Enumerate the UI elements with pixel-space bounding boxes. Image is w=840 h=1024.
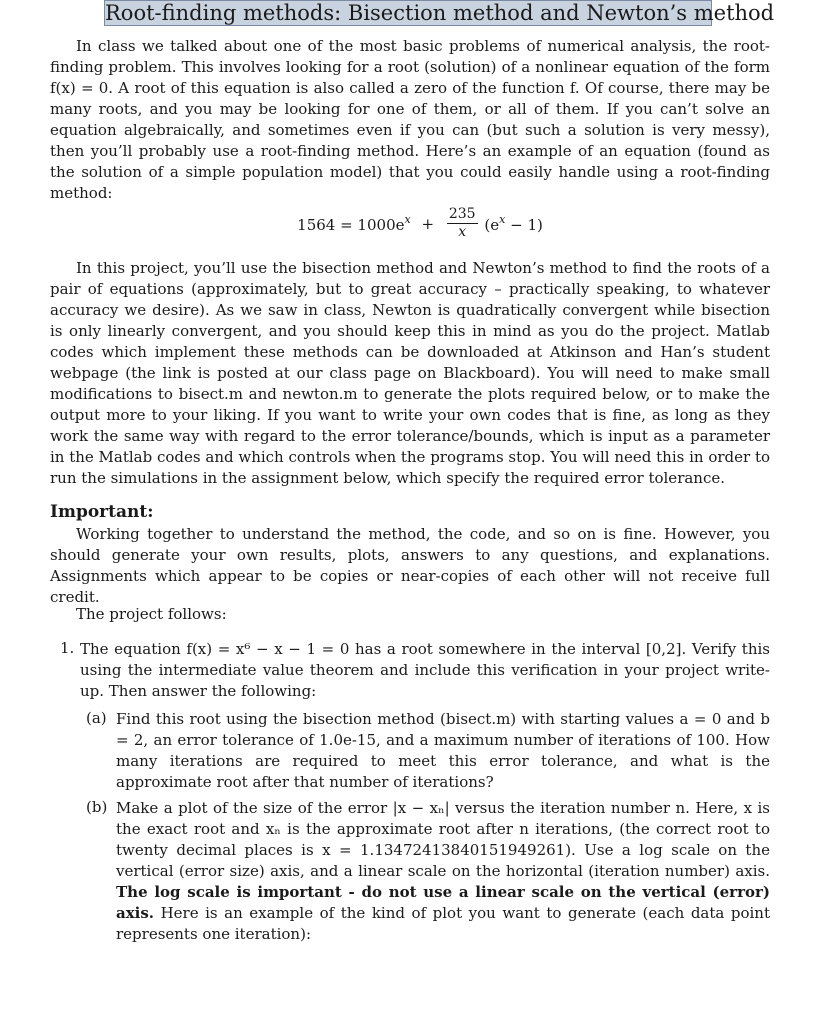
important-paragraph: Working together to understand the method, the code, and so on is fine. However, you should generate your own results, plots, answers to any questions, and explanations. Assignments which appear to be copies or near-copies of each other will not receive full credit. (50, 525, 770, 606)
equation-tail: $(e^x - 1)$ (484, 213, 543, 234)
important-heading: Important: (50, 502, 154, 522)
population-equation (0, 206, 840, 246)
project-follows: The project follows: (76, 605, 227, 623)
question-a-label: (a) (86, 709, 107, 727)
project-paragraph: In this project, you’ll use the bisection method and Newton’s method to find the roots of a pair of equations (approximately, but to great accuracy – practically speaking, to whatever accuracy we desire). As we saw in class, Newton is quadratically convergent while bisection is only linearly convergent, and you should keep this in mind as you do the project. Matlab codes which implement these methods can be downloaded at Atkinson and Han’s student webpage (the link is posted at our class page on Blackboard). You will need to make small modifications to bisect.m and newton.m to generate the plots required below, or to make the output more to your liking. If you want to write your own codes that is fine, as long as they work the same way with regard to the error tolerance/bounds, which is input as a parameter in the Matlab codes and which controls when the programs stop. You will need this in order to run the simulations in the assignment below, which specify the required error tolerance. (50, 259, 770, 487)
page-title: Root-finding methods: Bisection method and Newton’s method (105, 1, 775, 25)
equation-plus: + (421, 214, 435, 233)
equation-fraction (447, 206, 478, 241)
fraction-denominator: x (458, 224, 467, 240)
equation-lhs: $1564 = 1000e^x$ (297, 213, 411, 234)
question-b-post: Here is an example of the kind of plot you want to generate (each data point represents one iteration): (116, 904, 770, 943)
question-1-text: The equation f(x) = x⁶ − x − 1 = 0 has a root somewhere in the interval [0,2]. Verify this using the intermediate value theorem and include this verification in your project write-up. Then answer the following: (80, 640, 770, 700)
question-a-text: Find this root using the bisection method (bisect.m) with starting values a = 0 and b = 2, an error tolerance of 1.0e-15, and a maximum number of iterations of 100. How many iterations are required to meet this error tolerance, and what is the approximate root after that number of iterations? (116, 710, 770, 791)
question-b-pre: Make a plot of the size of the error |x − xₙ| versus the iteration number n. Here, x is the exact root and xₙ is the approximate root after n iterations, (the correct root to twenty decimal places is x = 1.13472413840151949261). Use a log scale on the vertical (error size) axis, and a linear scale on the horizontal (iteration number) axis. (116, 799, 770, 880)
intro-paragraph: In class we talked about one of the most basic problems of numerical analysis, the root-finding problem. This involves looking for a root (solution) of a nonlinear equation of the form f(x) = 0. A root of this equation is also called a zero of the function f. Of course, there may be many roots, and you may be looking for one of them, or all of them. If you can’t solve an equation algebraically, and sometimes even if you can (but such a solution is very messy), then you’ll probably use a root-finding method. Here’s an example of an equation (found as the solution of a simple population model) that you could easily handle using a root-finding method: (50, 37, 770, 202)
question-b-label: (b) (86, 798, 108, 816)
question-b-text (116, 798, 770, 945)
fraction-numerator: 235 (448, 206, 476, 222)
question-b-bold: The log scale is important - do not use a linear scale on the vertical (error) axis. (116, 883, 770, 922)
question-1-number: 1. (60, 639, 75, 657)
